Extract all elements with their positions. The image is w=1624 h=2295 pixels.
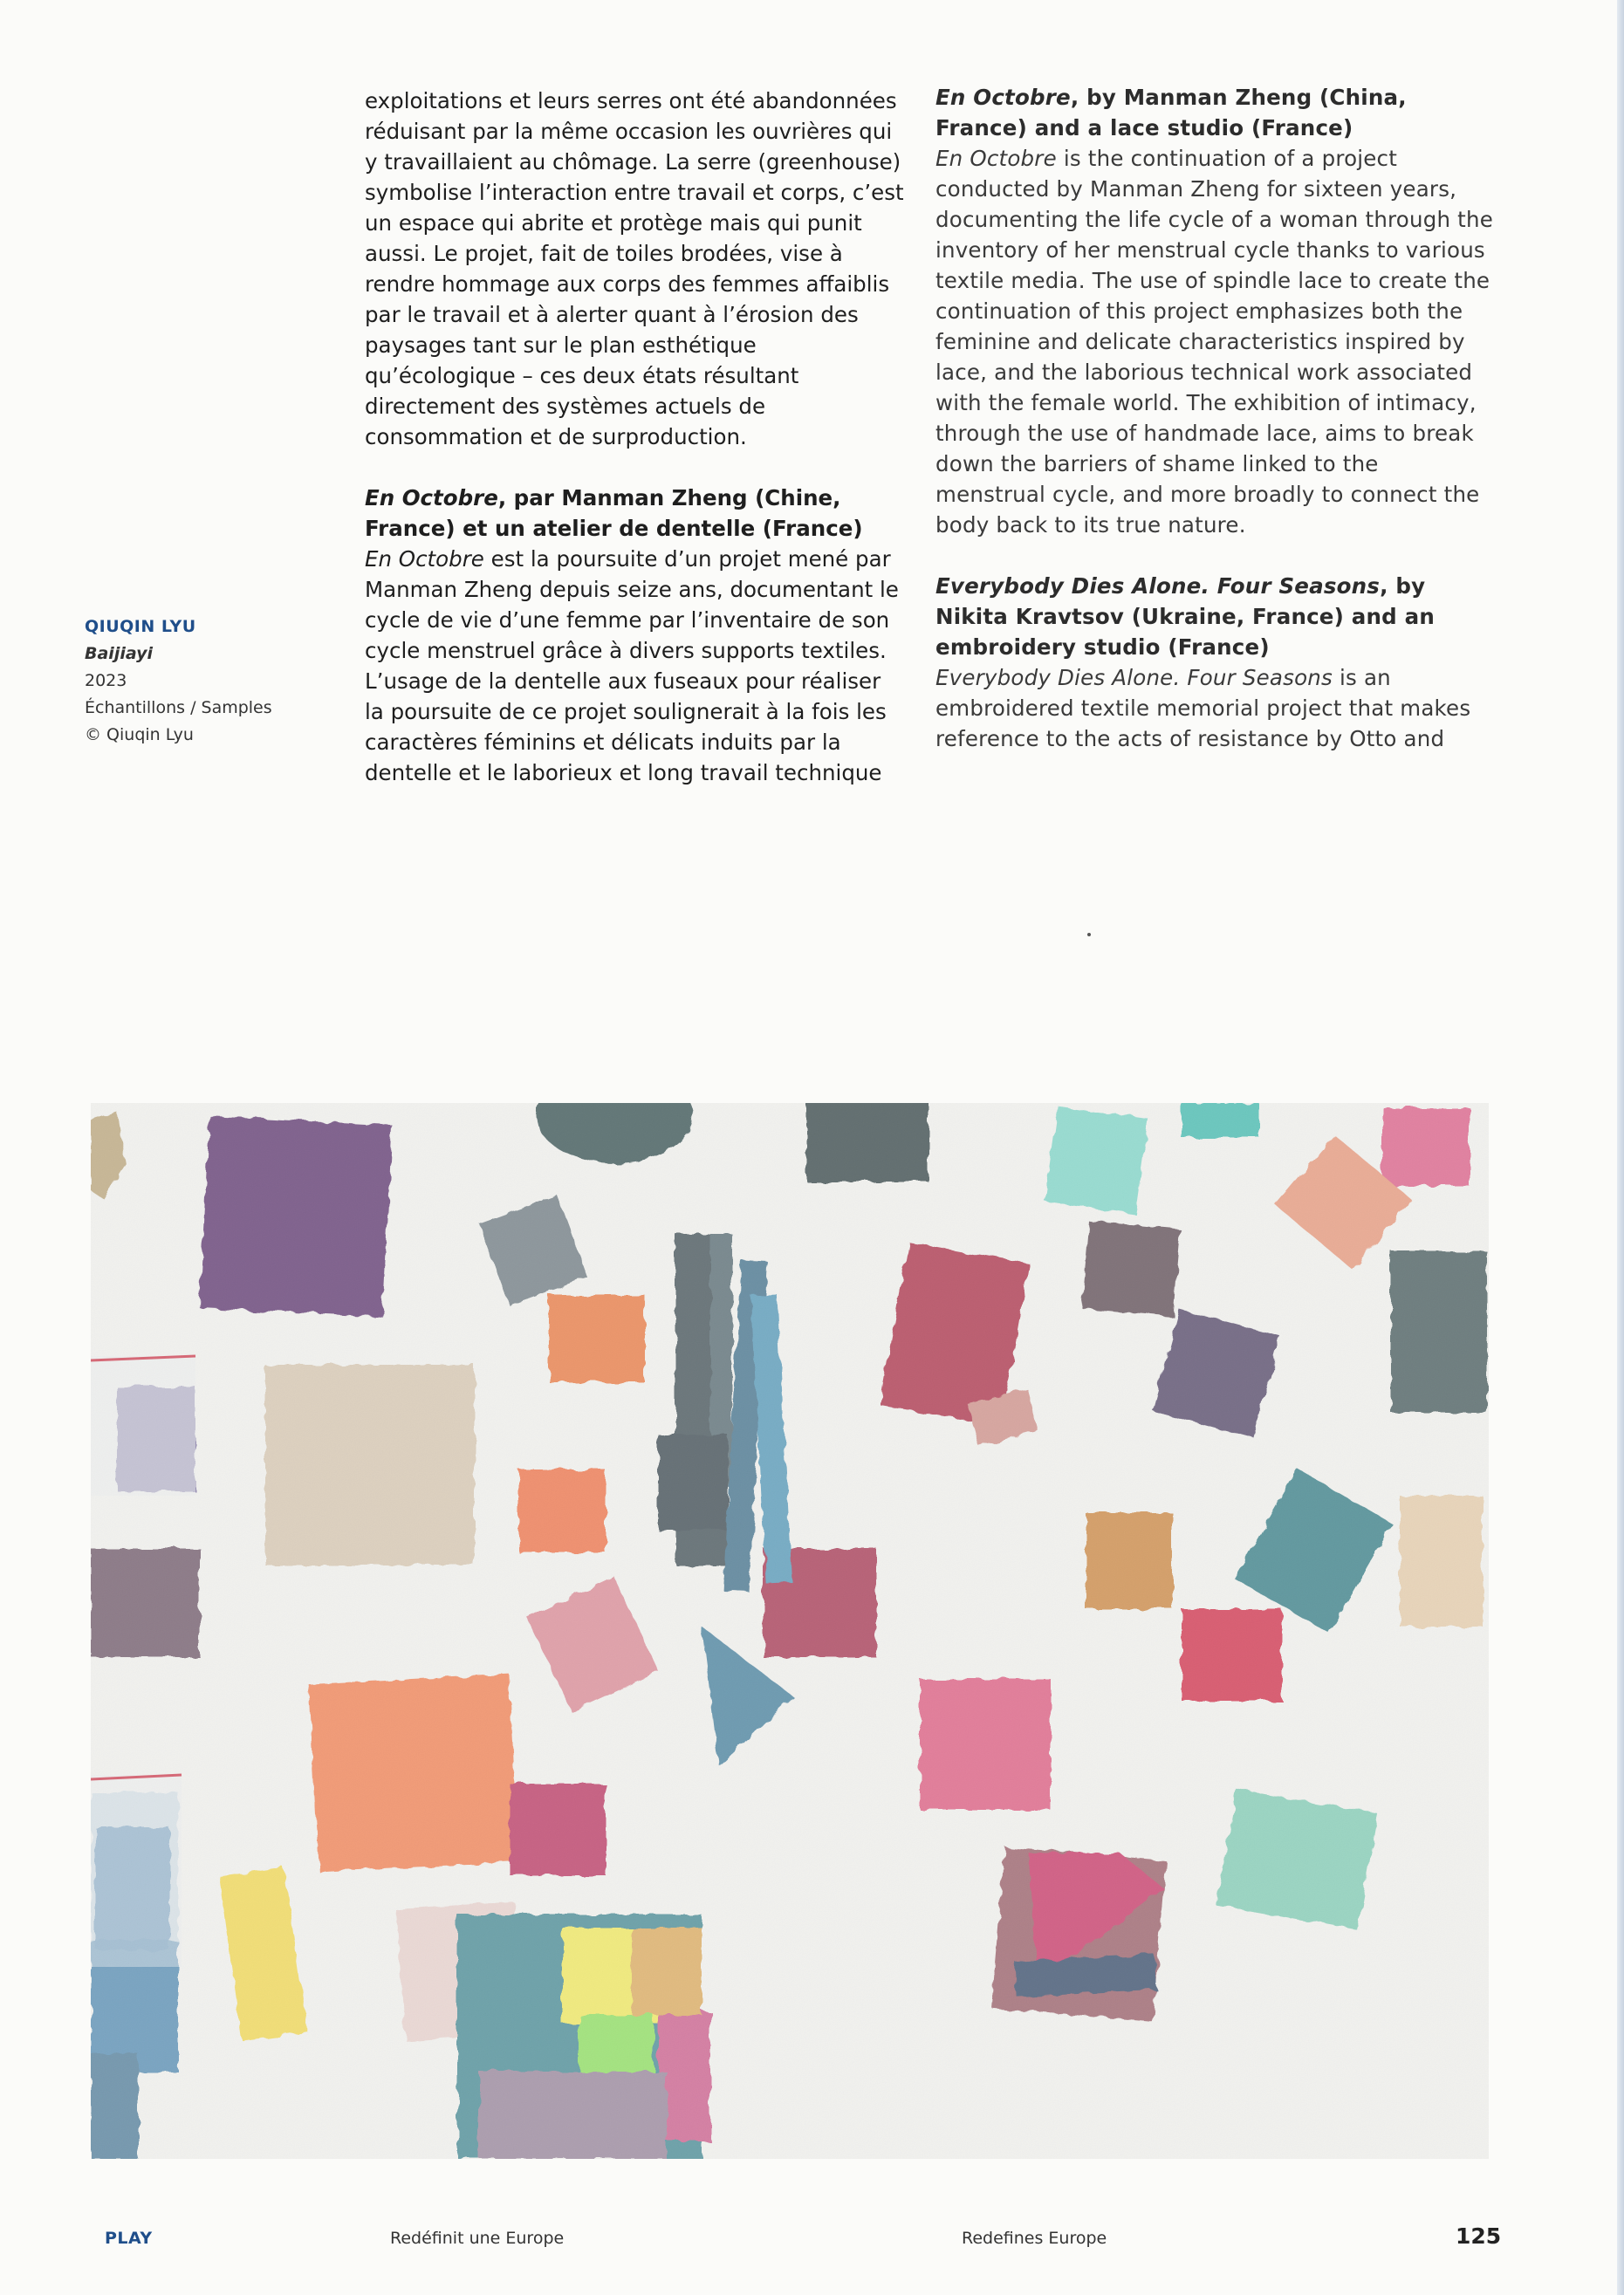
french-paragraph-1: exploitations et leurs serres ont été abandonnées réduisant par la même occasion les ouvrières qui y travaillaient au chômage. La serre (greenhouse) symbolise l’interaction entre travail et corps, c’est un espace qui abrite et protège mais qui punit aussi. Le projet, fait de toiles brodées, vise à rendre hommage aux corps des femmes affaiblis par le travail et à alerter quant à l’érosion des paysages tant sur le plan esthétique qu’écologique – ces deux états résultant directement des systèmes actuels de consommation et de surproduction. (365, 88, 904, 449)
english-paragraph-1-body: is the continuation of a project conducted by Manman Zheng for sixteen years, documenting the life cycle of a woman through the inventory of her menstrual cycle thanks to various textile media. The use of spindle lace to create the continuation of this project emphasizes both the feminine and delicate characteristics inspired by lace, and the laborious technical work associated with the female world. The exhibition of intimacy, through the use of handmade lace, aims to break down the barriers of shame linked to the menstrual cycle, and more broadly to connect the body back to its true nature. (935, 146, 1493, 538)
english-heading-2-rest: , by Nikita Kravtsov (Ukraine, France) and an embroidery studio (France) (935, 573, 1435, 660)
footer-section: PLAY (105, 2229, 153, 2248)
french-heading-2-title: En Octobre (365, 485, 498, 510)
french-column (365, 86, 906, 788)
footer-title-en: Redefines Europe (962, 2229, 1107, 2248)
caption-medium: Échantillons / Samples (85, 698, 272, 717)
page-number: 125 (1456, 2223, 1502, 2249)
caption-work-title: Baijiayi (85, 644, 153, 663)
english-paragraph-2-title: Everybody Dies Alone. Four Seasons (935, 665, 1333, 690)
french-paragraph-2-body: est la poursuite d’un projet mené par Manman Zheng depuis seize ans, documentant le cycle de vie d’une femme par l’inventaire de son cycle menstruel grâce à divers supports textiles. L’usage de la dentelle aux fuseaux pour réaliser la poursuite de ce projet soulignerait à la fois les caractères féminins et délicats induits par la dentelle et le laborieux et long travail technique (365, 546, 899, 785)
artwork-photo (91, 1103, 1489, 2159)
page-spine-edge (1617, 0, 1624, 2295)
french-heading-2 (365, 483, 906, 788)
english-column (935, 82, 1494, 754)
footer-title-fr: Redéfinit une Europe (390, 2229, 565, 2248)
english-heading-2-title: Everybody Dies Alone. Four Seasons (935, 573, 1381, 599)
french-paragraph-2-title: En Octobre (365, 546, 484, 572)
caption-artist: QIUQIN LYU (85, 617, 196, 636)
caption-year: 2023 (85, 671, 127, 690)
english-heading-2 (935, 571, 1494, 754)
english-heading-1-rest: , by Manman Zheng (China, France) and a lace studio (France) (935, 85, 1407, 140)
english-heading-1-title: En Octobre (935, 85, 1071, 110)
textile-samples-illustration (91, 1103, 1489, 2159)
image-caption (85, 613, 312, 749)
caption-credit: © Qiuqin Lyu (85, 725, 194, 744)
english-paragraph-1-title: En Octobre (935, 146, 1057, 171)
french-heading-2-rest: , par Manman Zheng (Chine, France) et un atelier de dentelle (France) (365, 485, 863, 541)
english-paragraph-2-body: is an embroidered textile memorial project that makes reference to the acts of resistance by Otto and (935, 665, 1471, 751)
english-heading-1 (935, 82, 1494, 540)
stray-dot (1087, 933, 1091, 936)
